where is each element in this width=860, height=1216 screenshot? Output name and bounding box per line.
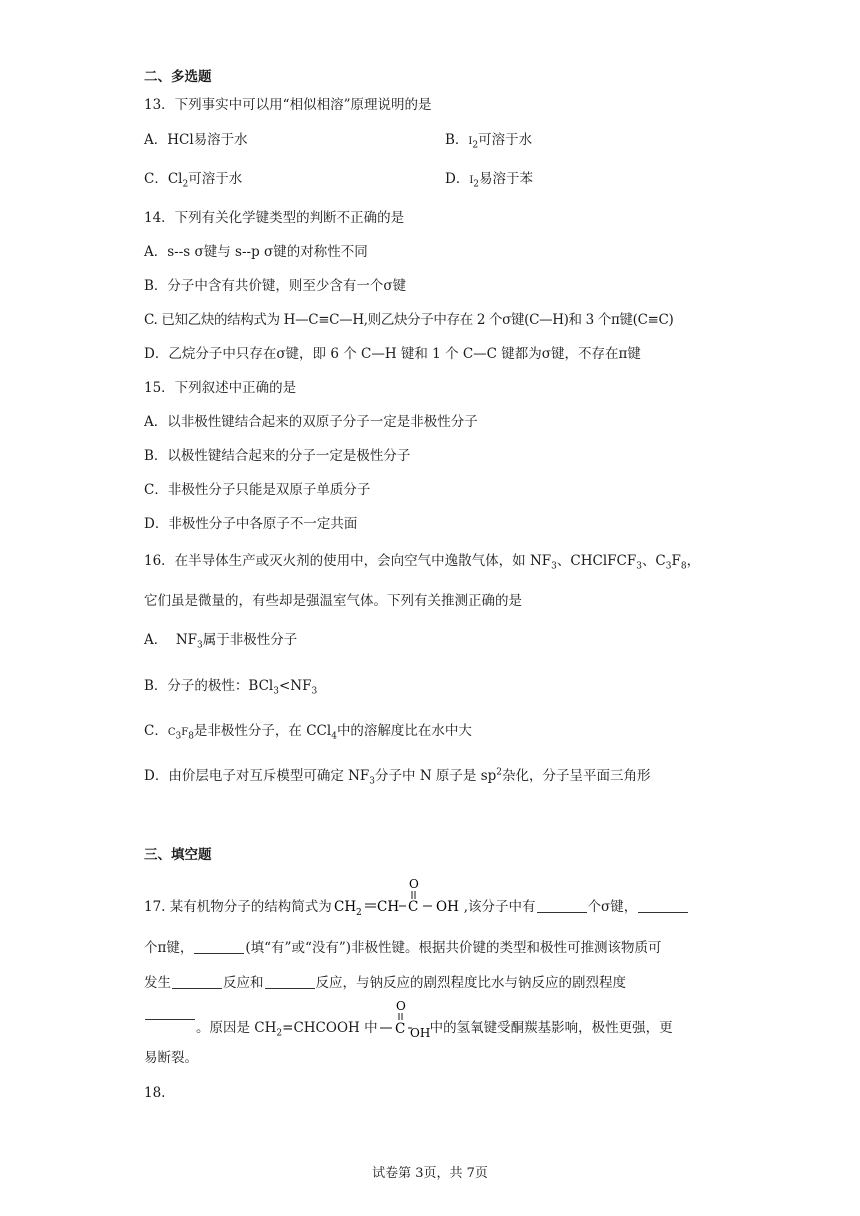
formula-1-svg xyxy=(332,877,464,917)
question-18-number: 18. xyxy=(144,1085,166,1101)
q13-option-a: A．HCl易溶于水 xyxy=(144,132,248,148)
formula-c: C xyxy=(407,899,419,915)
formula-ch2: CH xyxy=(333,899,356,915)
formula2-oh: OH xyxy=(409,1026,430,1040)
blank-reaction-1[interactable] xyxy=(172,975,222,989)
formula-ch: CH xyxy=(376,899,399,915)
question-15-stem: 15．下列叙述中正确的是 xyxy=(144,380,297,396)
question-17-line4: 。原因是 $CH_2=CHCOOH$ 中 O C OH 中的氢氧键受酮羰基影响，极性更强，更 xyxy=(144,1000,673,1042)
blank-reactivity[interactable] xyxy=(145,1006,195,1020)
structural-formula-carboxyl xyxy=(378,1000,430,1057)
question-16-stem: 16．在半导体生产或灭火剂的使用中，会向空气中逸散气体，如 $NF_3$、CHClFCF$_3$、$C_3F_8$， xyxy=(144,553,701,572)
blank-reaction-2[interactable] xyxy=(265,975,315,989)
structural-formula-acrylic-acid xyxy=(332,877,464,933)
q13-option-c: C．$Cl_2$可溶于水 xyxy=(144,171,243,190)
q14-option-a: A．s--s σ键与 s--p σ键的对称性不同 xyxy=(144,244,368,260)
q15-option-c: C．非极性分子只能是双原子单质分子 xyxy=(144,482,371,498)
section-title-multiple-choice: 二、多选题 xyxy=(144,69,212,85)
q16-option-b: B．分子的极性：$BCl_3<NF_3$ xyxy=(144,678,318,697)
question-17-line2: 个π键， (填“有”或“没有”)非极性键。根据共价键的类型和极性可推测该物质可 xyxy=(144,940,662,956)
blank-nonpolar-bond[interactable] xyxy=(194,940,244,954)
question-16-stem-line2: 它们虽是微量的，有些却是强温室气体。下列有关推测正确的是 xyxy=(144,593,522,609)
formula-o: O xyxy=(408,877,419,891)
section-title-fill-in: 三、填空题 xyxy=(144,847,212,863)
formula-2-svg xyxy=(378,1000,430,1040)
blank-sigma-count[interactable] xyxy=(537,899,587,913)
question-17-line5: 易断裂。 xyxy=(144,1050,198,1066)
q13-option-d: D．$I_2$易溶于苯 xyxy=(445,171,534,190)
formula-oh: OH xyxy=(435,899,459,915)
q16-option-a: A． $NF_3$属于非极性分子 xyxy=(144,632,298,651)
question-17-line3: 发生 反应和 反应，与钠反应的剧烈程度比水与钠反应的剧烈程度 xyxy=(144,975,626,991)
question-17-stem: 17. 某有机物分子的结构简式为 CH 2 CH C O OH ,该分子中有 个σ键， xyxy=(144,877,689,917)
q16-option-d: D．由价层电子对互斥模型可确定 $NF_3$分子中 N 原子是 $sp^2$杂化，分子呈平面三角形 xyxy=(144,767,651,787)
page-footer: 试卷第 3页，共 7页 xyxy=(372,1166,488,1181)
question-13-stem: 13．下列事实中可以用“相似相溶”原理说明的是 xyxy=(144,97,432,113)
q14-option-b: B．分子中含有共价键，则至少含有一个σ键 xyxy=(144,278,407,294)
formula2-o: O xyxy=(395,1000,406,1013)
q13-option-b: B．$I_2$可溶于水 xyxy=(445,132,533,151)
q14-option-c: C. 已知乙炔的结构式为 H—C≡C—H,则乙炔分子中存在 2 个σ键(C—H)和 3 个π键(C≡C) xyxy=(144,312,674,328)
q16-option-c: C．$C_3F_8$是非极性分子，在 CCl$_4$中的溶解度比在水中大 xyxy=(144,723,472,742)
q15-option-b: B．以极性键结合起来的分子一定是极性分子 xyxy=(144,448,411,464)
q15-option-a: A．以非极性键结合起来的双原子分子一定是非极性分子 xyxy=(144,414,478,430)
blank-pi-count[interactable] xyxy=(638,899,688,913)
question-14-stem: 14．下列有关化学键类型的判断不正确的是 xyxy=(144,210,405,226)
q15-option-d: D．非极性分子中各原子不一定共面 xyxy=(144,516,358,532)
q14-option-d: D．乙烷分子中只存在σ键，即 6 个 C—H 键和 1 个 C—C 键都为σ键，不存在π键 xyxy=(144,346,641,362)
formula-ch2-sub: 2 xyxy=(355,908,362,917)
formula2-c: C xyxy=(394,1021,405,1037)
